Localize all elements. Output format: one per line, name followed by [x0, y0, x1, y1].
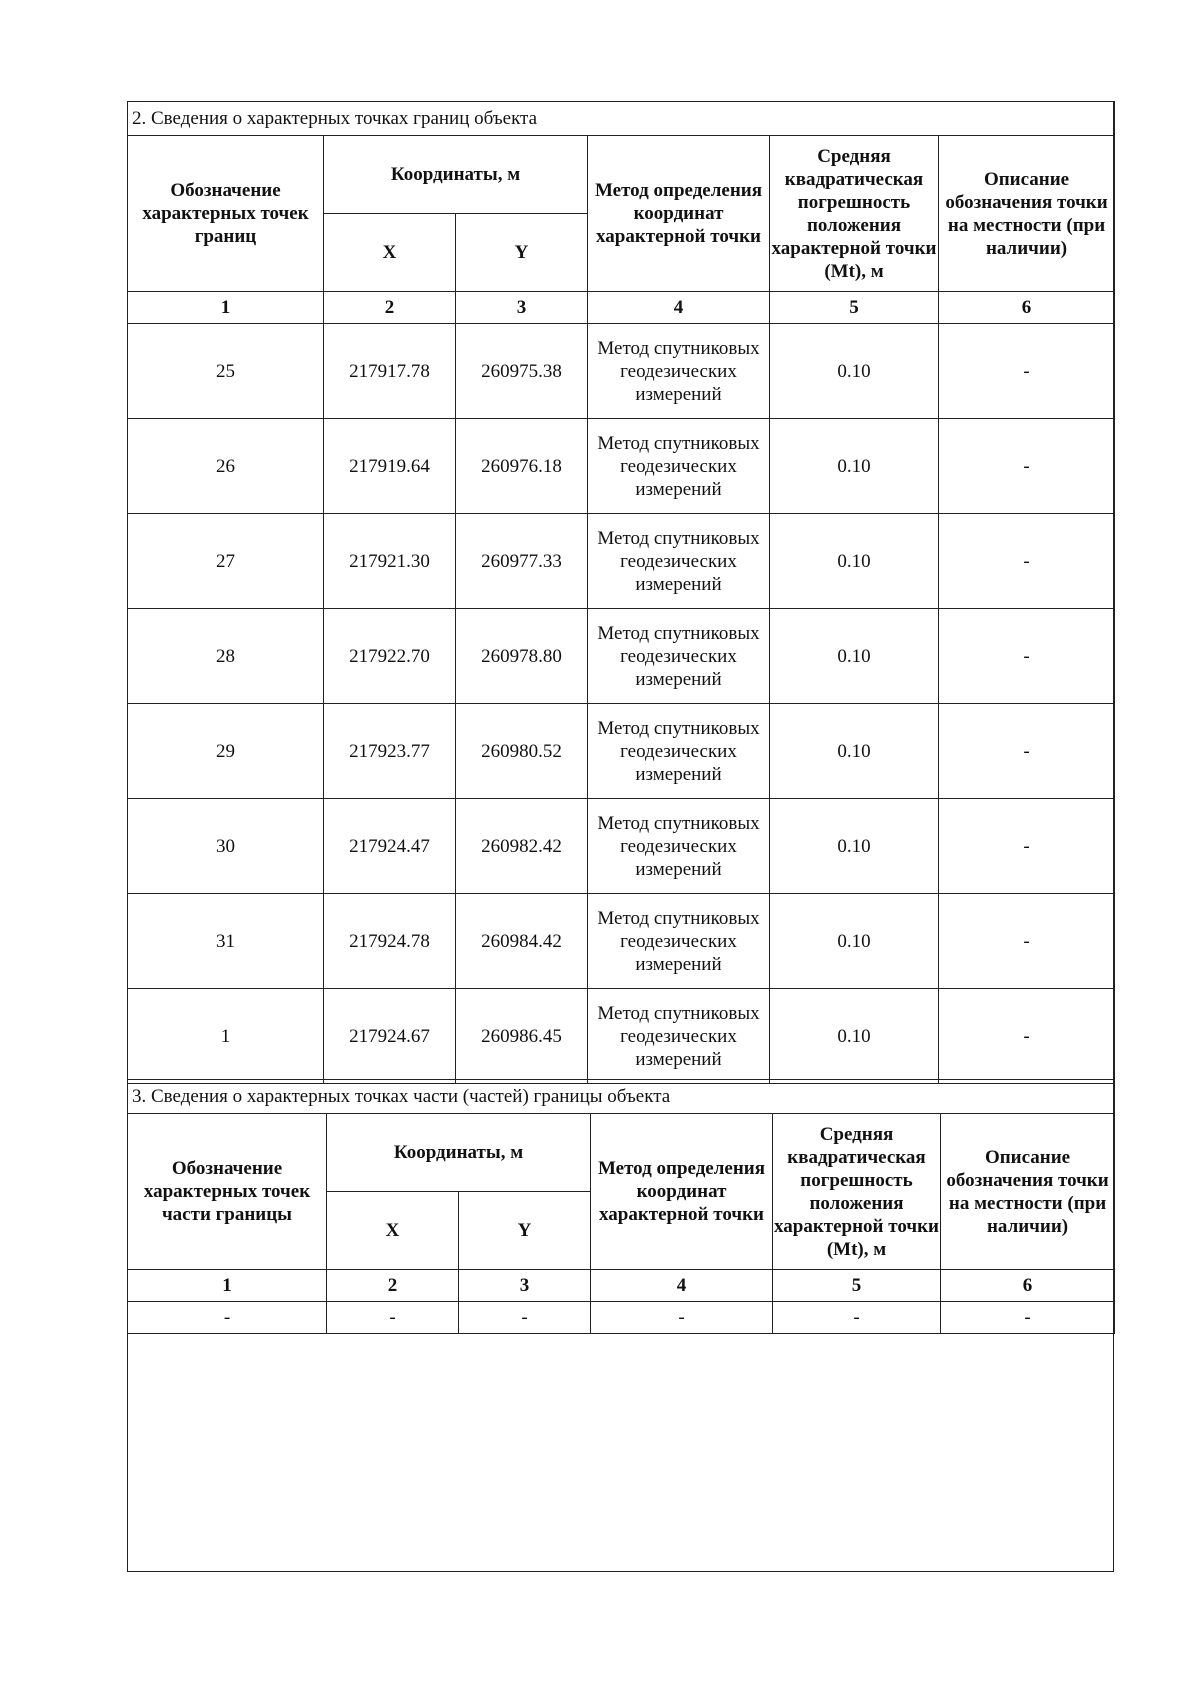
header-x: X	[327, 1192, 459, 1270]
cell-x: 217924.67	[324, 989, 456, 1084]
cell-error: 0.10	[770, 989, 939, 1084]
cell-y: 260977.33	[456, 514, 588, 609]
cell-x: 217924.78	[324, 894, 456, 989]
cell-description: -	[939, 514, 1115, 609]
cell-y: 260982.42	[456, 799, 588, 894]
cell-x: 217917.78	[324, 324, 456, 419]
table-row	[128, 419, 1115, 514]
cell-point: 30	[128, 799, 324, 894]
col-num-5: 5	[770, 292, 939, 324]
col-num-4: 4	[591, 1270, 773, 1302]
cell-error: 0.10	[770, 704, 939, 799]
header-y: Y	[456, 214, 588, 292]
cell-x: 217921.30	[324, 514, 456, 609]
cell-x: 217924.47	[324, 799, 456, 894]
table-row	[128, 894, 1115, 989]
cell-description: -	[939, 324, 1115, 419]
header-error: Средняя квадратическая погрешность положения характерной точки (Mt), м	[770, 136, 939, 292]
cell-x: -	[327, 1302, 459, 1334]
cell-description: -	[939, 419, 1115, 514]
cell-error: 0.10	[770, 514, 939, 609]
col-num-4: 4	[588, 292, 770, 324]
section-2-title: 2. Сведения о характерных точках границ объекта	[128, 102, 1115, 136]
cell-point: 1	[128, 989, 324, 1084]
table-row	[128, 704, 1115, 799]
cell-y: 260976.18	[456, 419, 588, 514]
cell-point: 26	[128, 419, 324, 514]
cell-x: 217919.64	[324, 419, 456, 514]
cell-point: 27	[128, 514, 324, 609]
col-num-2: 2	[327, 1270, 459, 1302]
cell-y: 260975.38	[456, 324, 588, 419]
cell-point: 25	[128, 324, 324, 419]
header-x: X	[324, 214, 456, 292]
table-row	[128, 609, 1115, 704]
table-row	[128, 989, 1115, 1084]
cell-description: -	[941, 1302, 1115, 1334]
cell-method: Метод спутниковых геодезических измерений	[588, 609, 770, 704]
cell-method: Метод спутниковых геодезических измерений	[588, 704, 770, 799]
section-3-title: 3. Сведения о характерных точках части (частей) границы объекта	[128, 1080, 1115, 1114]
header-coords: Координаты, м	[324, 136, 588, 214]
cell-method: Метод спутниковых геодезических измерений	[588, 989, 770, 1084]
cell-description: -	[939, 799, 1115, 894]
boundary-points-table	[127, 101, 1115, 1084]
table-row	[128, 514, 1115, 609]
cell-error: -	[773, 1302, 941, 1334]
cell-description: -	[939, 989, 1115, 1084]
cell-y: 260980.52	[456, 704, 588, 799]
cell-point: 29	[128, 704, 324, 799]
cell-x: 217923.77	[324, 704, 456, 799]
cell-x: 217922.70	[324, 609, 456, 704]
col-num-1: 1	[128, 1270, 327, 1302]
cell-y: 260984.42	[456, 894, 588, 989]
cell-method: Метод спутниковых геодезических измерений	[588, 894, 770, 989]
cell-description: -	[939, 609, 1115, 704]
header-method: Метод определения координат характерной точки	[588, 136, 770, 292]
header-method: Метод определения координат характерной точки	[591, 1114, 773, 1270]
cell-error: 0.10	[770, 894, 939, 989]
cell-method: Метод спутниковых геодезических измерений	[588, 514, 770, 609]
cell-method: Метод спутниковых геодезических измерений	[588, 324, 770, 419]
cell-error: 0.10	[770, 324, 939, 419]
table-row	[128, 324, 1115, 419]
cell-error: 0.10	[770, 799, 939, 894]
col-num-6: 6	[939, 292, 1115, 324]
cell-y: 260986.45	[456, 989, 588, 1084]
col-num-1: 1	[128, 292, 324, 324]
header-description: Описание обозначения точки на местности (при наличии)	[941, 1114, 1115, 1270]
cell-error: 0.10	[770, 419, 939, 514]
cell-method: Метод спутниковых геодезических измерений	[588, 799, 770, 894]
header-y: Y	[459, 1192, 591, 1270]
cell-point: -	[128, 1302, 327, 1334]
col-num-2: 2	[324, 292, 456, 324]
header-error: Средняя квадратическая погрешность положения характерной точки (Mt), м	[773, 1114, 941, 1270]
cell-method: Метод спутниковых геодезических измерений	[588, 419, 770, 514]
cell-error: 0.10	[770, 609, 939, 704]
cell-y: 260978.80	[456, 609, 588, 704]
cell-description: -	[939, 704, 1115, 799]
cell-point: 28	[128, 609, 324, 704]
col-num-6: 6	[941, 1270, 1115, 1302]
col-num-5: 5	[773, 1270, 941, 1302]
cell-method: -	[591, 1302, 773, 1334]
part-boundary-points-table	[127, 1079, 1115, 1334]
header-point: Обозначение характерных точек части границы	[128, 1114, 327, 1270]
table-row	[128, 1302, 1115, 1334]
cell-y: -	[459, 1302, 591, 1334]
header-description: Описание обозначения точки на местности (при наличии)	[939, 136, 1115, 292]
col-num-3: 3	[456, 292, 588, 324]
cell-description: -	[939, 894, 1115, 989]
header-coords: Координаты, м	[327, 1114, 591, 1192]
header-point: Обозначение характерных точек границ	[128, 136, 324, 292]
table-row	[128, 799, 1115, 894]
cell-point: 31	[128, 894, 324, 989]
col-num-3: 3	[459, 1270, 591, 1302]
